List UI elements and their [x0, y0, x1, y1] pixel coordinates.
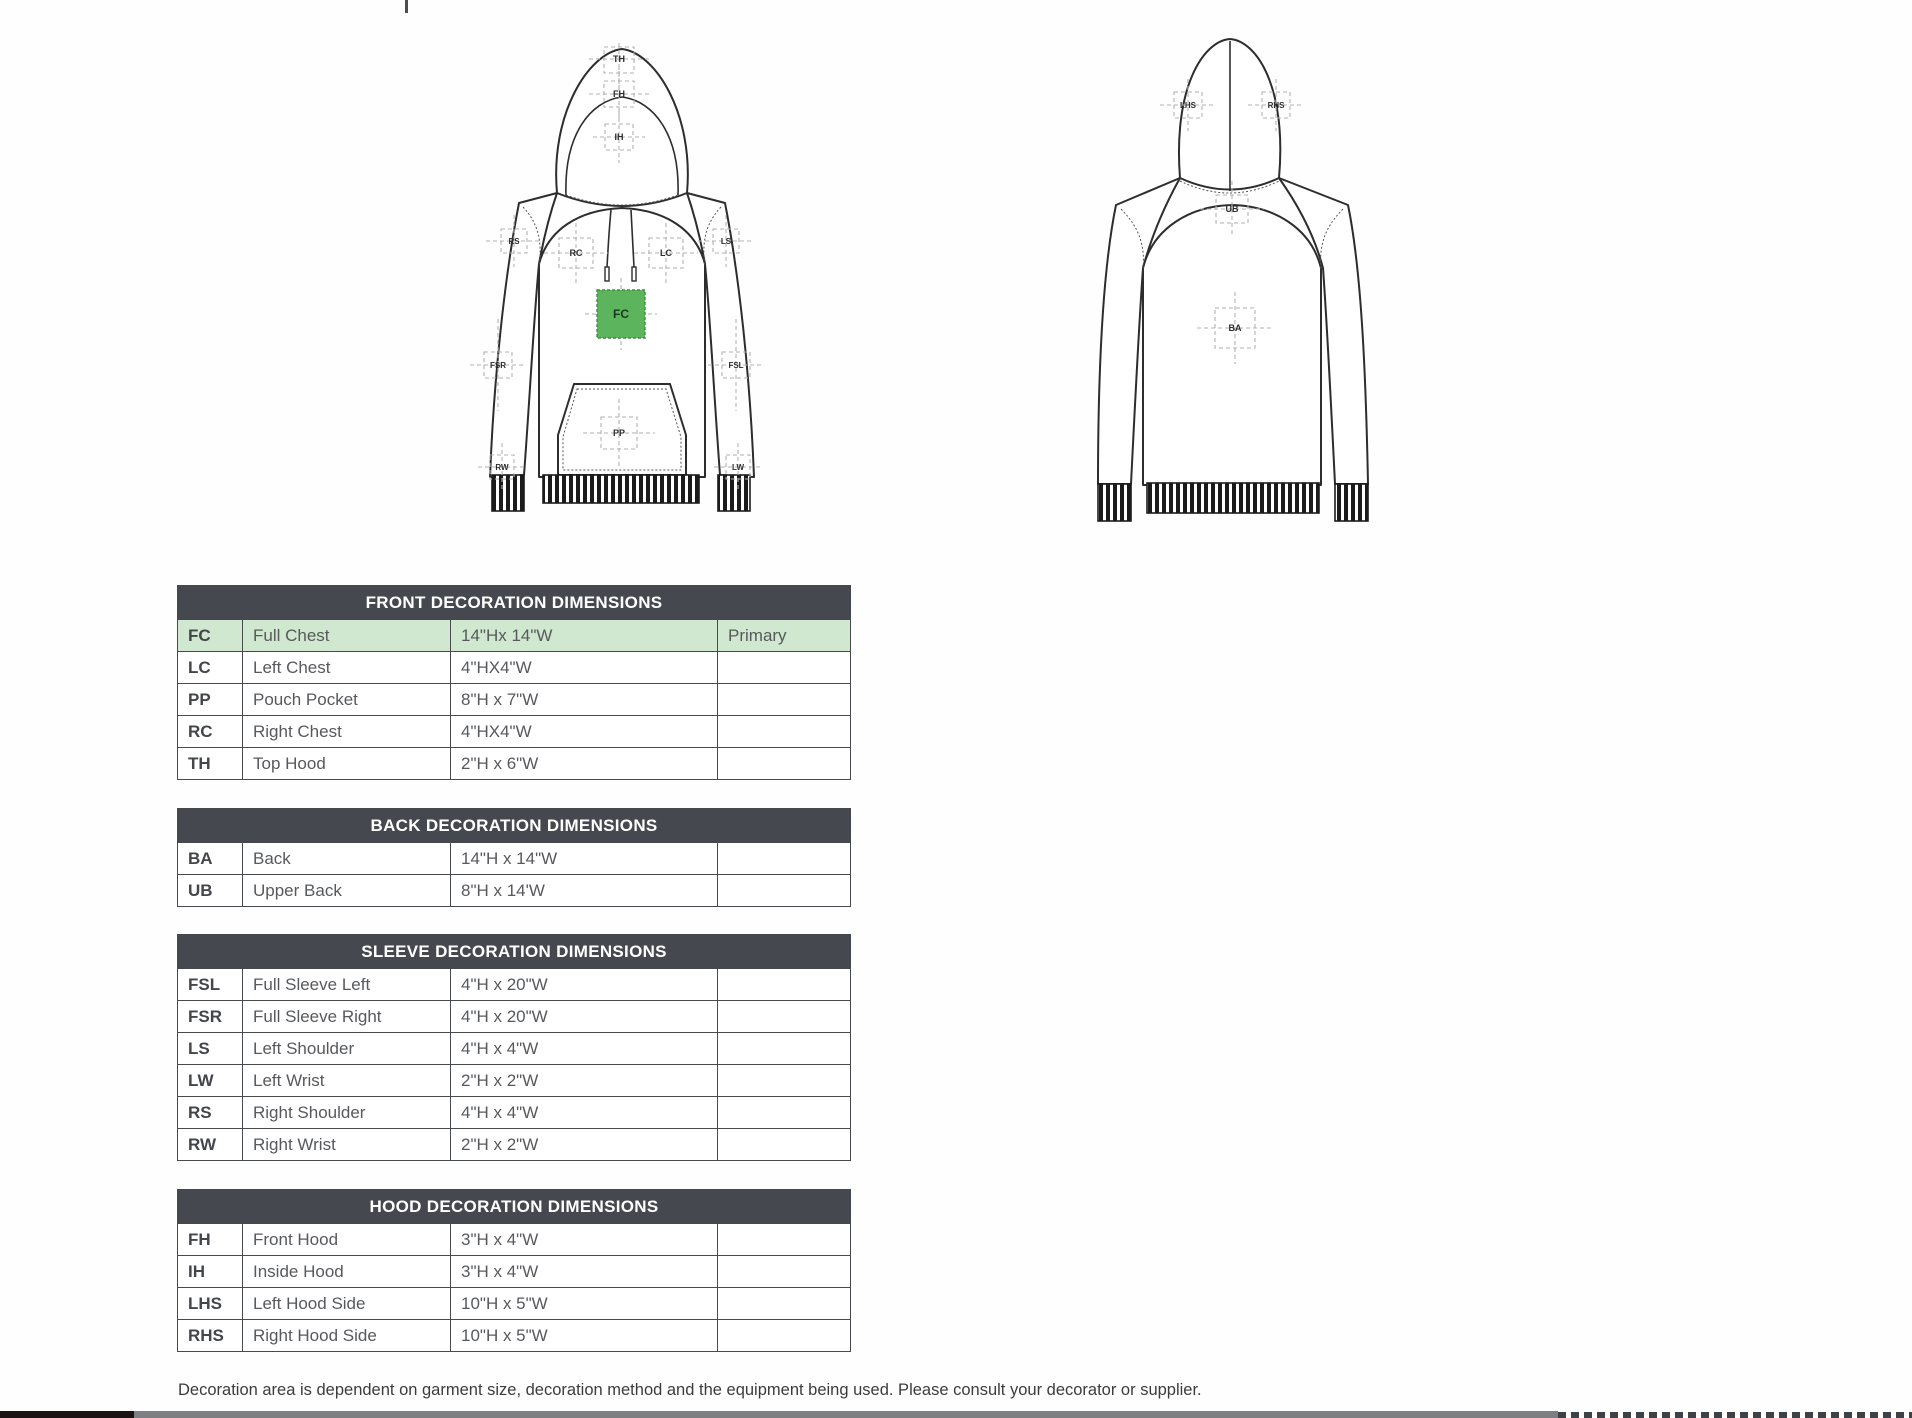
placement-code: RW — [178, 1129, 243, 1161]
front-hood-outline — [556, 49, 688, 206]
placement-note — [718, 1033, 851, 1065]
front-left-cuff — [492, 475, 524, 511]
placement-note — [718, 969, 851, 1001]
placement-note — [718, 684, 851, 716]
placement-note: Primary — [718, 620, 851, 652]
table-row — [178, 716, 851, 748]
placement-note — [718, 1065, 851, 1097]
placement-note — [718, 716, 851, 748]
placement-name: Top Hood — [243, 748, 451, 780]
hoodie-back-diagram — [1085, 33, 1385, 525]
bottom-bar-dark-segment — [0, 1411, 134, 1418]
placement-note — [718, 875, 851, 907]
placement-dims: 4"H x 20"W — [451, 969, 718, 1001]
placement-code: IH — [178, 1256, 243, 1288]
placement-name: Left Chest — [243, 652, 451, 684]
top-edge-tick — [405, 0, 408, 13]
placement-code: LC — [178, 652, 243, 684]
back-decoration-table — [177, 808, 851, 907]
right-drawstring-aglet — [632, 267, 636, 281]
back-body — [1143, 205, 1321, 485]
placement-code: TH — [178, 748, 243, 780]
decoration-disclaimer: Decoration area is dependent on garment size, decoration method and the equipment being used. Please consult your decorator or supplier. — [178, 1381, 1202, 1399]
placement-code: UB — [178, 875, 243, 907]
hood-decoration-table — [177, 1189, 851, 1352]
table-row — [178, 1256, 851, 1288]
placement-name: Right Hood Side — [243, 1320, 451, 1352]
placement-name: Inside Hood — [243, 1256, 451, 1288]
back-table-title: BACK DECORATION DIMENSIONS — [178, 809, 851, 843]
back-hem-ribbing — [1147, 483, 1319, 513]
placement-dims: 2"H x 2"W — [451, 1065, 718, 1097]
table-row — [178, 748, 851, 780]
placement-label-fh: FH — [613, 89, 625, 99]
placement-dims: 4"H x 4"W — [451, 1097, 718, 1129]
placement-label-pp: PP — [612, 428, 626, 438]
placement-name: Right Chest — [243, 716, 451, 748]
front-decoration-table — [177, 585, 851, 780]
placement-dims: 2"H x 6"W — [451, 748, 718, 780]
placement-code: LS — [178, 1033, 243, 1065]
table-row — [178, 1320, 851, 1352]
placement-dims: 2"H x 2"W — [451, 1129, 718, 1161]
table-row — [178, 1097, 851, 1129]
placement-code: RS — [178, 1097, 243, 1129]
placement-label-th: TH — [613, 54, 625, 64]
placement-dims: 8"H x 7"W — [451, 684, 718, 716]
placement-note — [718, 1320, 851, 1352]
placement-label-lw: LW — [732, 463, 744, 472]
placement-label-rhs: RHS — [1267, 101, 1285, 110]
placement-name: Full Chest — [243, 620, 451, 652]
placement-note — [718, 652, 851, 684]
placement-note — [718, 1097, 851, 1129]
placement-name: Full Sleeve Left — [243, 969, 451, 1001]
bottom-bar-gray-segment — [134, 1411, 1558, 1418]
placement-label-ih: IH — [614, 132, 624, 142]
placement-dims: 14"Hx 14"W — [451, 620, 718, 652]
table-row — [178, 843, 851, 875]
table-row — [178, 875, 851, 907]
placement-dims: 4"HX4"W — [451, 652, 718, 684]
table-row — [178, 1129, 851, 1161]
placement-dims: 10"H x 5"W — [451, 1320, 718, 1352]
placement-name: Full Sleeve Right — [243, 1001, 451, 1033]
placement-dims: 8"H x 14'W — [451, 875, 718, 907]
front-hem-ribbing — [543, 475, 699, 503]
placement-label-rs: RS — [508, 237, 520, 246]
placement-dims: 3"H x 4"W — [451, 1224, 718, 1256]
left-drawstring-aglet — [605, 267, 609, 281]
table-row — [178, 1033, 851, 1065]
placement-note — [718, 1001, 851, 1033]
table-row — [178, 620, 851, 652]
placement-dims: 14"H x 14"W — [451, 843, 718, 875]
placement-code: FC — [178, 620, 243, 652]
placement-name: Right Wrist — [243, 1129, 451, 1161]
back-right-cuff — [1335, 484, 1368, 521]
placement-code: RC — [178, 716, 243, 748]
placement-label-ba: BA — [1228, 323, 1242, 333]
placement-code: PP — [178, 684, 243, 716]
placement-name: Left Wrist — [243, 1065, 451, 1097]
placement-note — [718, 843, 851, 875]
placement-dims: 4"H x 20"W — [451, 1001, 718, 1033]
placement-code: LHS — [178, 1288, 243, 1320]
placement-code: RHS — [178, 1320, 243, 1352]
placement-name: Left Hood Side — [243, 1288, 451, 1320]
placement-dims: 4"HX4"W — [451, 716, 718, 748]
placement-code: BA — [178, 843, 243, 875]
placement-label-ls: LS — [720, 237, 732, 246]
table-row — [178, 684, 851, 716]
placement-label-ub: UB — [1225, 204, 1239, 214]
placement-label-rc: RC — [569, 248, 583, 258]
placement-dims: 10"H x 5"W — [451, 1288, 718, 1320]
front-right-cuff — [718, 475, 750, 511]
placement-label-lc: LC — [660, 248, 672, 258]
placement-dims: 3"H x 4"W — [451, 1256, 718, 1288]
placement-note — [718, 1256, 851, 1288]
back-left-cuff — [1098, 484, 1131, 521]
placement-label-lhs: LHS — [1180, 101, 1196, 110]
placement-name: Right Shoulder — [243, 1097, 451, 1129]
placement-code: FSR — [178, 1001, 243, 1033]
placement-label-fc: FC — [613, 307, 629, 321]
placement-note — [718, 1224, 851, 1256]
table-row — [178, 1288, 851, 1320]
placement-code: FSL — [178, 969, 243, 1001]
placement-code: LW — [178, 1065, 243, 1097]
placement-note — [718, 1288, 851, 1320]
bottom-edge-bar — [0, 1410, 1912, 1418]
table-row — [178, 1065, 851, 1097]
sleeve-decoration-table — [177, 934, 851, 1161]
placement-note — [718, 1129, 851, 1161]
placement-name: Upper Back — [243, 875, 451, 907]
table-row — [178, 1001, 851, 1033]
placement-name: Left Shoulder — [243, 1033, 451, 1065]
table-row — [178, 1224, 851, 1256]
placement-name: Pouch Pocket — [243, 684, 451, 716]
placement-note — [718, 748, 851, 780]
placement-label-rw: RW — [495, 463, 509, 472]
table-row — [178, 969, 851, 1001]
front-table-title: FRONT DECORATION DIMENSIONS — [178, 586, 851, 620]
hoodie-front-diagram — [478, 45, 778, 523]
sleeve-table-title: SLEEVE DECORATION DIMENSIONS — [178, 935, 851, 969]
placement-name: Back — [243, 843, 451, 875]
hood-table-title: HOOD DECORATION DIMENSIONS — [178, 1190, 851, 1224]
placement-code: FH — [178, 1224, 243, 1256]
placement-label-fsr: FSR — [490, 361, 506, 370]
placement-name: Front Hood — [243, 1224, 451, 1256]
table-row — [178, 652, 851, 684]
placement-dims: 4"H x 4"W — [451, 1033, 718, 1065]
placement-label-fsl: FSL — [728, 361, 744, 370]
bottom-clipped-text-sliver — [1558, 1412, 1912, 1418]
